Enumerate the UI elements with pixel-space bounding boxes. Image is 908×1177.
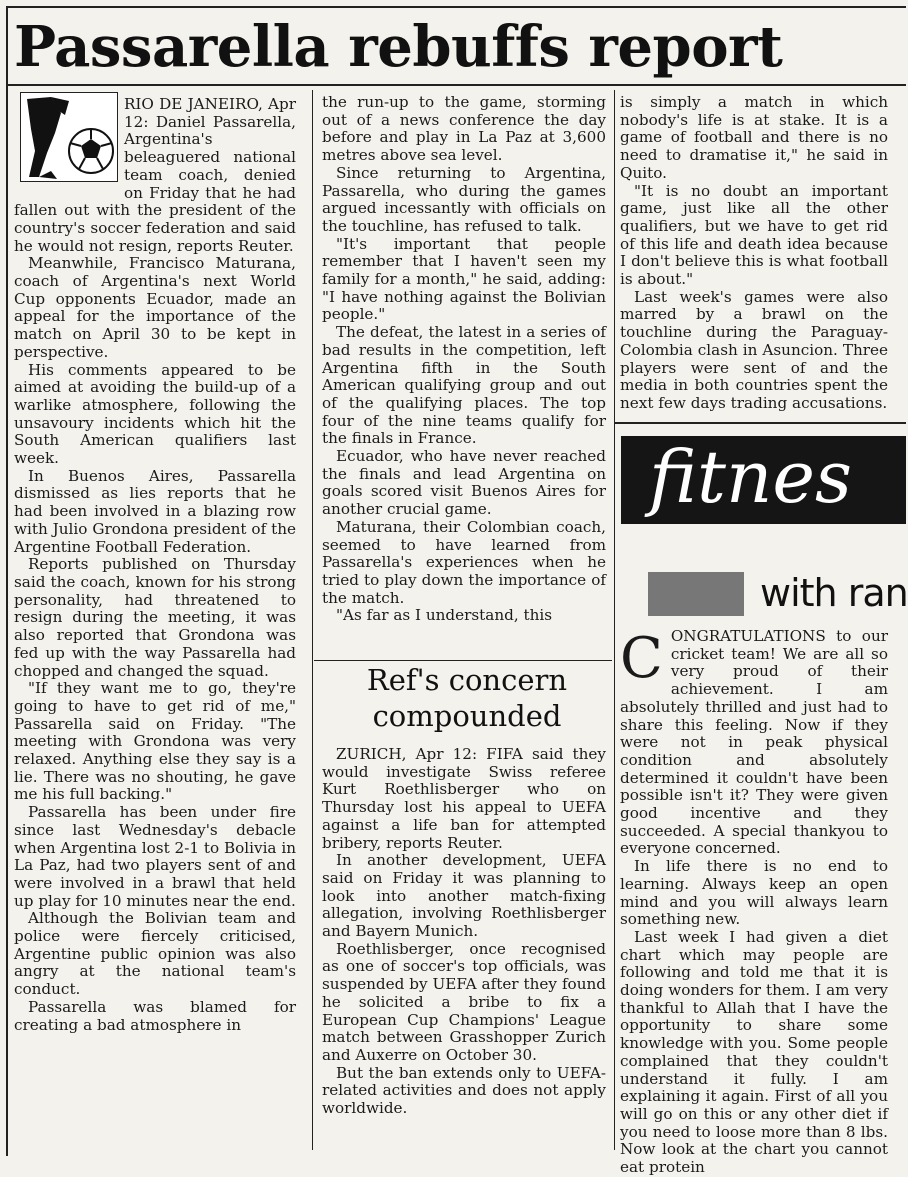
ref-paragraph: Roethlisberger, once recognised as one of soccer's top officials, was suspended by UEFA after they found he solicited a bribe to fix a European Cup Champions' League match between Grasshopper Zurich and Auxerre on October 30. [322, 939, 606, 1064]
story-paragraph: Daniel Passarella, Argentina's beleaguered national team coach, denied on Friday that he had fallen out with the president of the country's soccer federation and said he would not resign, reports Reuter. [14, 112, 296, 255]
story-column-3 [620, 94, 888, 413]
ref-story-headline: Ref's concern compounded [366, 663, 568, 733]
fitness-top-rule [614, 422, 906, 424]
story-paragraph: In Buenos Aires, Passarella dismissed as lies reports that he had been involved in a blazing row with Julio Grondona president of the Argentine Football Federation. [14, 466, 296, 556]
story-paragraph: "If they want me to go, they're going to have to get rid of me," Passarella said on Friday. "The meeting with Grondona was very relaxed. Anything else they say is a lie. There was no shouting, he gave me his full backing." [14, 679, 296, 804]
dateline: RIO DE JANEIRO, Apr 12: [124, 95, 296, 131]
story-paragraph: His comments appeared to be aimed at avoiding the build-up of a warlike atmosphere, following the unsavoury incidents which hit the South American qualifiers last week. [14, 360, 296, 468]
story-paragraph: "It's important that people remember that I haven't seen my family for a month," he said, adding: "I have nothing against the Bolivian people." [322, 234, 606, 324]
ref-paragraph: But the ban extends only to UEFA-related activities and does not apply worldwide. [322, 1063, 606, 1118]
byline-photo [648, 572, 744, 616]
story-paragraph: Maturana, their Colombian coach, seemed to have learned from Passarella's experiences when he tried to play down the importance of the match. [322, 517, 606, 607]
fitness-column [620, 626, 888, 1177]
fitness-lead [620, 628, 888, 858]
left-border [6, 6, 8, 1156]
fitness-paragraph: ONGRATULATIONS to our cricket team! We are all so very proud of their achievement. I am absolutely thrilled and just had to share this feeling. Now if they were not in peak physical condition and absolutely determined it couldn't have been possible isn't it? They were given good incentive and they succeeded. A special thankyou to everyone concerned. [620, 627, 888, 858]
story-paragraph: "It is no doubt an important game, just like all the other qualifiers, but we have to get rid of this life and death idea because I don't believe this is what football is about." [620, 181, 888, 289]
fitness-paragraph: Last week I had given a diet chart which may people are following and told me that it is doing wonders for them. I am very thankful to Allah that I have the opportunity to share some knowledge with you. Some people complained that they couldn't understand it fully. I am explaining it again. First of all you will go on this or any other diet if you need to loose more than 8 lbs. Now look at the chart you cannot eat protein [620, 927, 888, 1177]
fitness-banner-title: fitnes [649, 435, 852, 519]
story-paragraph: Meanwhile, Francisco Maturana, coach of Argentina's next World Cup opponents Ecuador, made an appeal for the importance of the match on April 30 to be kept in perspective. [14, 254, 296, 361]
story-column-1 [14, 96, 296, 1034]
drop-cap: C [620, 626, 663, 691]
story-paragraph: the run-up to the game, storming out of a news conference the day before and play in La Paz at 3,600 metres above sea level. [322, 93, 606, 165]
fitness-banner [621, 436, 906, 524]
main-headline: Passarella rebuffs report [14, 14, 783, 80]
story-paragraph: Ecuador, who have never reached the finals and lead Argentina on goals scored visit Buenos Aires for another crucial game. [322, 447, 606, 519]
ref-paragraph: In another development, UEFA said on Friday it was planning to look into another match-fixing allegation, involving Roethlisberger and Bayern Munich. [322, 851, 606, 941]
story-paragraph: The defeat, the latest in a series of bad results in the competition, left Argentina fifth in the South American qualifying group and out of the qualifying places. The top four of the nine teams qualify for the finals in France. [322, 323, 606, 448]
headline-underline [8, 84, 906, 86]
story-paragraph: Last week's games were also marred by a brawl on the touchline during the Paraguay-Colombia clash in Asuncion. Three players were sent of and the media in both countries spent the next few days trading accusations. [620, 287, 888, 412]
top-border [6, 6, 906, 8]
story-column-2 [322, 94, 606, 625]
story-paragraph: Since returning to Argentina, Passarella, who during the games argued incessantly with officials on the touchline, has refused to talk. [322, 163, 606, 235]
fitness-byline: with ran [760, 571, 908, 615]
column-rule-1 [312, 90, 313, 1150]
ref-paragraph: ZURICH, Apr 12: FIFA said they would investigate Swiss referee Kurt Roethlisberger who on Thursday lost his appeal to UEFA against a life ban for attempted bribery, reports Reuter. [322, 745, 606, 852]
ref-story-body [322, 746, 606, 1118]
ref-story-rule [314, 660, 612, 661]
story-paragraph: is simply a match in which nobody's life is at stake. It is a game of football and there is no need to dramatise it," he said in Quito. [620, 93, 888, 182]
column-rule-2 [614, 90, 615, 1150]
story-paragraph: Reports published on Thursday said the coach, known for his strong personality, had threatened to resign during the meeting, it was also reported that Grondona was fed up with the way Passarella had chopped and changed the squad. [14, 555, 296, 680]
story-paragraph: Although the Bolivian team and police were fiercely criticised, Argentine public opinion was also angry at the national team's conduct. [14, 909, 296, 999]
story-paragraph: Passarella was blamed for creating a bad atmosphere in [14, 997, 296, 1034]
story-lead [14, 96, 296, 255]
story-paragraph: Passarella has been under fire since last Wednesday's debacle when Argentina lost 2-1 to Bolivia in La Paz, had two players sent of and were involved in a brawl that held up play for 10 minutes near the end. [14, 803, 296, 910]
fitness-paragraph: In life there is no end to learning. Always keep an open mind and you will always learn something new. [620, 857, 888, 929]
story-paragraph: "As far as I understand, this [336, 606, 553, 625]
